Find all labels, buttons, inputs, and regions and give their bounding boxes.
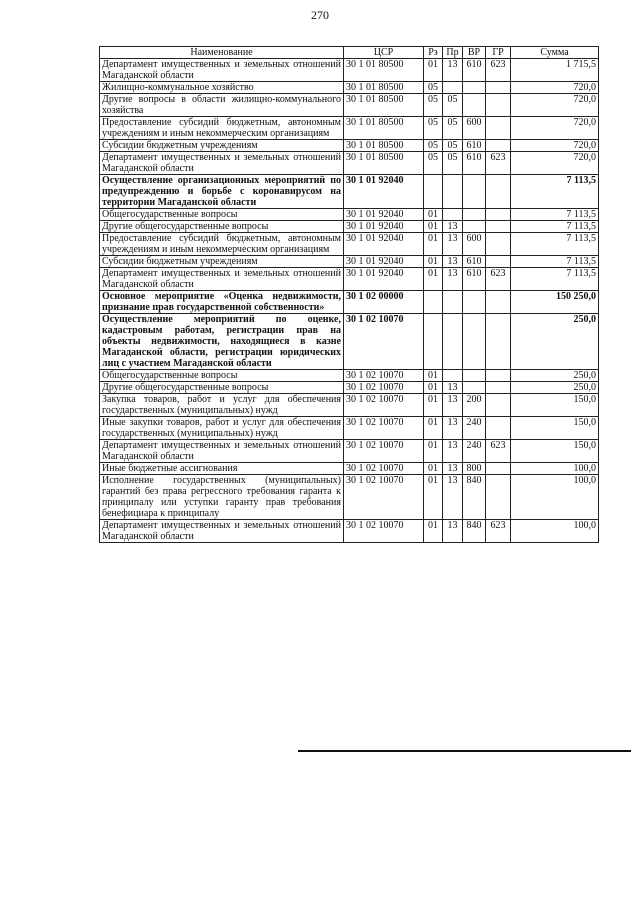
table-row <box>100 82 599 94</box>
cell-csr: 30 1 01 80500 <box>344 152 424 175</box>
table-row <box>100 520 599 543</box>
cell-gr: 623 <box>486 520 511 543</box>
cell-rz: 01 <box>424 382 443 394</box>
cell-rz: 01 <box>424 394 443 417</box>
cell-name: Жилищно-коммунальное хозяйство <box>100 82 344 94</box>
cell-sum: 7 113,5 <box>511 221 599 233</box>
cell-pr <box>443 291 463 314</box>
cell-csr: 30 1 02 10070 <box>344 475 424 520</box>
cell-rz <box>424 291 443 314</box>
cell-sum: 7 113,5 <box>511 256 599 268</box>
cell-pr: 13 <box>443 221 463 233</box>
cell-vr: 800 <box>463 463 486 475</box>
cell-name: Иные закупки товаров, работ и услуг для обеспечения государственных (муниципальных) нужд <box>100 417 344 440</box>
cell-name: Департамент имущественных и земельных отношений Магаданской области <box>100 152 344 175</box>
cell-sum: 720,0 <box>511 140 599 152</box>
cell-vr <box>463 175 486 209</box>
cell-name: Департамент имущественных и земельных отношений Магаданской области <box>100 268 344 291</box>
table-row <box>100 117 599 140</box>
cell-vr: 840 <box>463 520 486 543</box>
cell-gr <box>486 94 511 117</box>
cell-pr: 13 <box>443 59 463 82</box>
table-row <box>100 209 599 221</box>
table-row <box>100 463 599 475</box>
cell-gr <box>486 475 511 520</box>
cell-vr: 610 <box>463 140 486 152</box>
cell-pr: 13 <box>443 463 463 475</box>
cell-gr <box>486 221 511 233</box>
cell-name: Предоставление субсидий бюджетным, автономным учреждениям и иным некоммерческим организациям <box>100 117 344 140</box>
cell-csr: 30 1 02 00000 <box>344 291 424 314</box>
cell-pr <box>443 82 463 94</box>
cell-gr <box>486 209 511 221</box>
cell-gr <box>486 82 511 94</box>
cell-pr: 13 <box>443 520 463 543</box>
header-csr: ЦСР <box>344 47 424 59</box>
cell-vr: 240 <box>463 417 486 440</box>
cell-pr <box>443 314 463 370</box>
cell-rz: 05 <box>424 117 443 140</box>
cell-csr: 30 1 01 80500 <box>344 140 424 152</box>
cell-name: Другие общегосударственные вопросы <box>100 382 344 394</box>
cell-sum: 250,0 <box>511 314 599 370</box>
cell-csr: 30 1 02 10070 <box>344 370 424 382</box>
cell-csr: 30 1 02 10070 <box>344 417 424 440</box>
cell-sum: 150,0 <box>511 394 599 417</box>
table-row <box>100 440 599 463</box>
cell-vr: 240 <box>463 440 486 463</box>
table-row <box>100 152 599 175</box>
cell-name: Департамент имущественных и земельных отношений Магаданской области <box>100 59 344 82</box>
cell-pr: 13 <box>443 440 463 463</box>
cell-csr: 30 1 02 10070 <box>344 394 424 417</box>
cell-rz: 01 <box>424 463 443 475</box>
cell-rz <box>424 175 443 209</box>
cell-rz: 01 <box>424 417 443 440</box>
cell-name: Общегосударственные вопросы <box>100 209 344 221</box>
cell-name: Закупка товаров, работ и услуг для обеспечения государственных (муниципальных) нужд <box>100 394 344 417</box>
table-row <box>100 221 599 233</box>
cell-sum: 150,0 <box>511 417 599 440</box>
table-row <box>100 417 599 440</box>
cell-pr <box>443 175 463 209</box>
cell-csr: 30 1 01 80500 <box>344 117 424 140</box>
cell-rz: 05 <box>424 152 443 175</box>
table-row <box>100 94 599 117</box>
cell-name: Иные бюджетные ассигнования <box>100 463 344 475</box>
table-row <box>100 291 599 314</box>
cell-sum: 720,0 <box>511 152 599 175</box>
cell-sum: 100,0 <box>511 463 599 475</box>
cell-gr <box>486 256 511 268</box>
cell-csr: 30 1 01 92040 <box>344 209 424 221</box>
cell-pr: 05 <box>443 140 463 152</box>
cell-rz: 05 <box>424 82 443 94</box>
footer-rule <box>298 750 631 752</box>
cell-name: Исполнение государственных (муниципальных) гарантий без права регрессного требования гаранта к принципалу или уступки гаранту прав требования бенефициара к принципалу <box>100 475 344 520</box>
cell-name: Другие вопросы в области жилищно-коммунального хозяйства <box>100 94 344 117</box>
cell-csr: 30 1 01 92040 <box>344 233 424 256</box>
header-name: Наименование <box>100 47 344 59</box>
table-row <box>100 370 599 382</box>
cell-csr: 30 1 02 10070 <box>344 440 424 463</box>
cell-pr: 13 <box>443 233 463 256</box>
table-body <box>100 59 599 543</box>
cell-csr: 30 1 01 92040 <box>344 268 424 291</box>
cell-vr <box>463 291 486 314</box>
cell-rz <box>424 314 443 370</box>
table-row <box>100 382 599 394</box>
cell-gr <box>486 140 511 152</box>
cell-sum: 250,0 <box>511 382 599 394</box>
table-row <box>100 256 599 268</box>
cell-vr: 600 <box>463 233 486 256</box>
cell-vr <box>463 382 486 394</box>
cell-gr <box>486 117 511 140</box>
cell-gr <box>486 314 511 370</box>
cell-pr: 13 <box>443 475 463 520</box>
cell-sum: 250,0 <box>511 370 599 382</box>
cell-name: Департамент имущественных и земельных отношений Магаданской области <box>100 440 344 463</box>
cell-sum: 100,0 <box>511 520 599 543</box>
cell-vr: 610 <box>463 59 486 82</box>
cell-sum: 7 113,5 <box>511 233 599 256</box>
cell-pr: 05 <box>443 152 463 175</box>
page-number: 270 <box>311 8 329 22</box>
cell-vr <box>463 314 486 370</box>
header-vr: ВР <box>463 47 486 59</box>
cell-gr: 623 <box>486 152 511 175</box>
cell-sum: 720,0 <box>511 94 599 117</box>
cell-gr <box>486 394 511 417</box>
cell-sum: 7 113,5 <box>511 268 599 291</box>
cell-vr: 840 <box>463 475 486 520</box>
cell-rz: 01 <box>424 440 443 463</box>
cell-gr <box>486 370 511 382</box>
budget-table <box>99 46 599 543</box>
cell-sum: 100,0 <box>511 475 599 520</box>
table-row <box>100 140 599 152</box>
cell-gr <box>486 463 511 475</box>
cell-pr: 13 <box>443 382 463 394</box>
cell-name: Предоставление субсидий бюджетным, автономным учреждениям и иным некоммерческим организациям <box>100 233 344 256</box>
cell-sum: 720,0 <box>511 82 599 94</box>
cell-gr <box>486 382 511 394</box>
header-rz: Рз <box>424 47 443 59</box>
cell-rz: 05 <box>424 94 443 117</box>
header-pr: Пр <box>443 47 463 59</box>
table-row <box>100 268 599 291</box>
cell-gr <box>486 291 511 314</box>
cell-sum: 150,0 <box>511 440 599 463</box>
cell-rz: 01 <box>424 209 443 221</box>
cell-sum: 150 250,0 <box>511 291 599 314</box>
header-gr: ГР <box>486 47 511 59</box>
cell-vr <box>463 370 486 382</box>
cell-rz: 01 <box>424 370 443 382</box>
cell-pr: 13 <box>443 256 463 268</box>
cell-rz: 01 <box>424 59 443 82</box>
cell-sum: 7 113,5 <box>511 175 599 209</box>
cell-rz: 05 <box>424 140 443 152</box>
table-row <box>100 175 599 209</box>
cell-csr: 30 1 02 10070 <box>344 314 424 370</box>
cell-name: Осуществление организационных мероприятий по предупреждению и борьбе с коронавирусом на территории Магаданской области <box>100 175 344 209</box>
cell-csr: 30 1 01 80500 <box>344 59 424 82</box>
cell-vr <box>463 209 486 221</box>
cell-name: Департамент имущественных и земельных отношений Магаданской области <box>100 520 344 543</box>
cell-csr: 30 1 02 10070 <box>344 382 424 394</box>
cell-pr: 13 <box>443 268 463 291</box>
cell-pr <box>443 209 463 221</box>
cell-csr: 30 1 01 92040 <box>344 256 424 268</box>
cell-name: Осуществление мероприятий по оценке, кадастровым работам, регистрации прав на объекты недвижимости, находящиеся в казне Магаданской области, регистрации юридических лиц с участием Магаданской области <box>100 314 344 370</box>
cell-csr: 30 1 01 80500 <box>344 94 424 117</box>
cell-rz: 01 <box>424 233 443 256</box>
table-row <box>100 394 599 417</box>
cell-gr <box>486 233 511 256</box>
cell-vr <box>463 94 486 117</box>
header-sum: Сумма <box>511 47 599 59</box>
cell-vr: 610 <box>463 268 486 291</box>
cell-name: Другие общегосударственные вопросы <box>100 221 344 233</box>
table-row <box>100 59 599 82</box>
cell-name: Субсидии бюджетным учреждениям <box>100 256 344 268</box>
table-row <box>100 314 599 370</box>
cell-sum: 1 715,5 <box>511 59 599 82</box>
cell-pr: 13 <box>443 394 463 417</box>
cell-gr: 623 <box>486 268 511 291</box>
cell-vr: 200 <box>463 394 486 417</box>
cell-vr <box>463 82 486 94</box>
cell-csr: 30 1 01 80500 <box>344 82 424 94</box>
cell-vr: 610 <box>463 152 486 175</box>
cell-name: Общегосударственные вопросы <box>100 370 344 382</box>
cell-vr: 610 <box>463 256 486 268</box>
cell-pr: 05 <box>443 117 463 140</box>
cell-gr: 623 <box>486 59 511 82</box>
cell-sum: 7 113,5 <box>511 209 599 221</box>
cell-rz: 01 <box>424 268 443 291</box>
cell-rz: 01 <box>424 221 443 233</box>
cell-gr: 623 <box>486 440 511 463</box>
cell-csr: 30 1 02 10070 <box>344 463 424 475</box>
cell-rz: 01 <box>424 520 443 543</box>
cell-pr: 05 <box>443 94 463 117</box>
cell-name: Субсидии бюджетным учреждениям <box>100 140 344 152</box>
table-header-row <box>100 47 599 59</box>
cell-sum: 720,0 <box>511 117 599 140</box>
cell-csr: 30 1 01 92040 <box>344 221 424 233</box>
cell-vr <box>463 221 486 233</box>
cell-csr: 30 1 01 92040 <box>344 175 424 209</box>
cell-pr: 13 <box>443 417 463 440</box>
table-row <box>100 475 599 520</box>
cell-name: Основное мероприятие «Оценка недвижимости, признание прав государственной собственности» <box>100 291 344 314</box>
table-row <box>100 233 599 256</box>
cell-pr <box>443 370 463 382</box>
cell-rz: 01 <box>424 256 443 268</box>
cell-gr <box>486 175 511 209</box>
cell-vr: 600 <box>463 117 486 140</box>
cell-csr: 30 1 02 10070 <box>344 520 424 543</box>
cell-gr <box>486 417 511 440</box>
cell-rz: 01 <box>424 475 443 520</box>
